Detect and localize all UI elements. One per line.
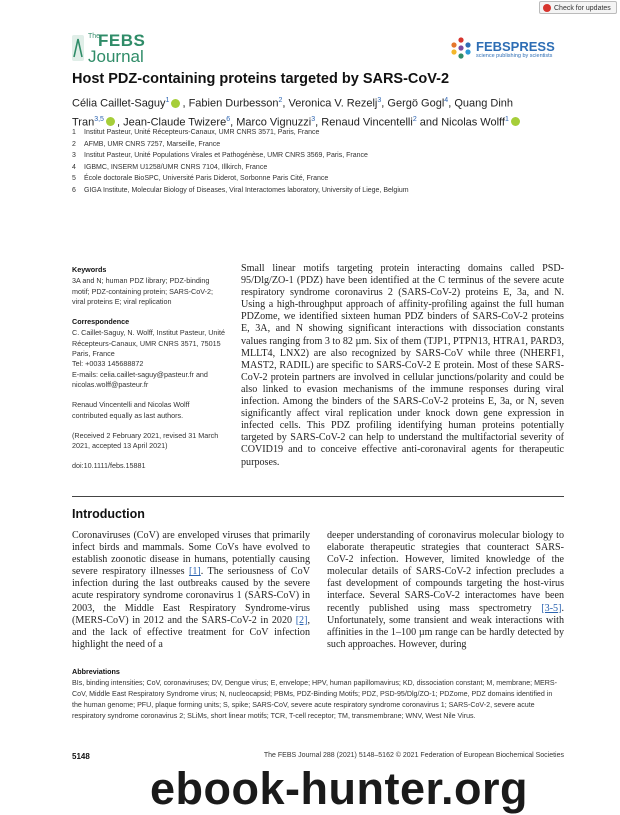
citation-link[interactable]: [2] — [295, 614, 308, 626]
citation-link[interactable]: [1] — [189, 566, 201, 578]
author-name: Fabien Durbesson — [188, 97, 279, 110]
doi-link[interactable]: doi:10.1111/febs.15881 — [72, 461, 146, 471]
affiliation-text: Institut Pasteur, Unité Populations Virales et Pathogénèse, UMR CNRS 3569, Paris, France — [84, 152, 368, 159]
author-name: Célia Caillet-Saguy — [72, 97, 166, 110]
correspondence-tel: Tel: +0033 145688872 — [72, 359, 144, 369]
affiliation-item — [72, 139, 552, 151]
author-name: Gergö Gogl — [387, 97, 445, 110]
author-separator: , — [381, 97, 388, 110]
keywords-text: 3A and N; human PDZ library; PDZ-binding motif; PDZ-containing protein; SARS-CoV-2; viral proteins E; viral replication — [72, 276, 214, 306]
orcid-icon[interactable] — [511, 117, 520, 126]
section-divider — [72, 496, 564, 497]
footer-citation: The FEBS Journal 288 (2021) 5148–5162 © 2021 Federation of European Biochemical Societies — [263, 752, 564, 759]
affiliation-text: Institut Pasteur, Unité Récepteurs-Canaux, UMR CNRS 3571, Paris, France — [84, 129, 320, 136]
correspondence-address: C. Caillet-Saguy, N. Wolff, Institut Pasteur, Unité Récepteurs-Canaux, UMR CNRS 3571, 75015 Paris, France — [72, 328, 225, 359]
author-separator: , — [116, 116, 124, 129]
author-separator: , — [448, 97, 455, 110]
author-affiliation-marker: 3 — [377, 97, 382, 104]
affiliation-text: AFMB, UMR CNRS 7257, Marseille, France — [84, 140, 221, 148]
author-name: Quang Dinh Tran — [72, 97, 514, 129]
author-name: Renaud Vincentelli — [321, 116, 413, 129]
affiliation-item — [72, 150, 552, 162]
author-separator: , — [282, 97, 289, 110]
affiliation-item — [72, 162, 552, 174]
journal-logo-journal: Journal — [88, 47, 144, 66]
febs-press-dots-icon — [449, 36, 473, 60]
author-name: Nicolas Wolff — [441, 116, 505, 129]
affiliation-number: 4 — [72, 163, 76, 171]
author-name: Marco Vignuzzi — [236, 116, 312, 129]
author-affiliation-marker: 3 — [311, 115, 316, 123]
author-name: Jean-Claude Twizere — [123, 116, 227, 129]
affiliation-number: 1 — [72, 129, 76, 136]
introduction-right-column — [327, 530, 564, 651]
affiliation-number: 2 — [72, 140, 76, 148]
intro-left-text-c: , and the lack of effective treatment for CoV infection highlight the need of a — [72, 614, 310, 650]
affiliation-item — [72, 185, 552, 197]
author-affiliation-marker: 2 — [412, 115, 417, 123]
introduction-left-column — [72, 530, 310, 651]
febs-press-logo — [449, 36, 584, 66]
febs-press-tagline: science publishing by scientists — [476, 53, 553, 59]
author-affiliation-marker: 4 — [444, 97, 449, 104]
correspondence-heading: Correspondence — [72, 317, 130, 327]
watermark-text: ebook-hunter.org — [150, 763, 528, 814]
keywords-heading: Keywords — [72, 265, 107, 274]
author-name: Veronica V. Rezelj — [288, 97, 378, 110]
received-history: (Received 2 February 2021, revised 31 March 2021, accepted 13 April 2021) — [72, 430, 219, 451]
abbreviations-text: BIs, binding intensities; CoV, coronaviruses; DV, Dengue virus; E, envelope; HPV, human papillomavirus; KD, dissociation constant; M, membrane; MERS-CoV, Middle East Respiratory Syndrome virus; N, nucleocapsid; PBMs, PDZ-Binding Motifs; PDZ, PSD-95/Dlg/ZO-1; PDZome, PDZ domains identified in the human genome; PFU, plaque forming units; S, spike; SARS-CoV, severe acute respiratory syndrome coronavirus 1; SARS-CoV-2, severe acute respiratory syndrome coronavirus 2; SLiMs, short linear motifs; TCR, T-cell receptor; TM, transmembrane; WNV, West Nile Virus. — [72, 679, 557, 720]
affiliation-item — [72, 173, 552, 185]
article-title: Host PDZ-containing proteins targeted by SARS-CoV-2 — [72, 71, 450, 87]
author-affiliation-marker: 3,5 — [94, 115, 104, 123]
abstract-text: Small linear motifs targeting protein interacting domains called PSD-95/Dlg/ZO-1 (PDZ) have been identified at the C terminus of the severe acute respiratory syndrome coronavirus 2 (SARS-CoV-2) proteins E, 3a, and N. Using a high-throughput approach of affinity-profiling against the full human PDZome, we identified sixteen human PDZ binders of SARS-CoV-2 proteins E, 3A, and N showing significant interactions with dissociation constants values ranging from 3 to 82 µm. Six of them (TJP1, PTPN13, HTRA1, PARD3, MLLT4, LNX2) are also recognized by SARS-CoV while three (NHERF1, MAST2, RADIL) are specific to SARS-CoV-2 E protein. Most of these SARS-CoV-2 protein partners are involved in cellular junctions/polarity and could be also linked to evasion mechanisms of the immune responses during viral infection. Among the binders of the SARS-CoV-2 proteins E, 3a, or N, seven significantly affect viral replication under knock down gene expression in infected cells. This PDZ profiling identifying human proteins potentially targeted by SARS-CoV-2 can help to understand the multifactorial severity of COVID19 and to conceive effective anti-coronaviral agents for therapeutic purposes. — [241, 263, 564, 468]
affiliation-list — [72, 127, 552, 196]
author-separator: , — [315, 116, 322, 129]
affiliation-number: 3 — [72, 152, 76, 159]
correspondence-emails[interactable]: E-mails: celia.caillet-saguy@pasteur.fr and nicolas.wolff@pasteur.fr — [72, 369, 208, 389]
febs-journal-mark-icon — [72, 35, 84, 61]
page-number: 5148 — [72, 752, 90, 761]
affiliation-item — [72, 127, 552, 139]
crossmark-icon — [543, 4, 551, 12]
journal-logo-the: The — [88, 33, 101, 40]
contribution-note: Renaud Vincentelli and Nicolas Wolff contributed equally as last authors. — [72, 400, 190, 420]
orcid-icon[interactable] — [106, 117, 115, 126]
author-list — [72, 93, 542, 130]
affiliation-number: 6 — [72, 186, 76, 194]
orcid-icon[interactable] — [171, 99, 180, 108]
author-separator: and — [416, 116, 442, 129]
febs-journal-logo — [72, 31, 164, 69]
article-info-sidebar — [72, 265, 227, 472]
journal-logo-febs: FEBS — [98, 31, 146, 50]
check-for-updates-label: Check for updates — [554, 5, 611, 12]
author-affiliation-marker: 2 — [278, 97, 283, 104]
affiliation-number: 5 — [72, 175, 76, 182]
author-affiliation-marker: 1 — [165, 97, 170, 104]
check-for-updates-button[interactable] — [539, 1, 617, 14]
introduction-heading: Introduction — [72, 507, 145, 521]
author-affiliation-marker: 6 — [226, 115, 231, 123]
affiliation-text: École doctorale BioSPC, Université Paris Diderot, Sorbonne Paris Cité, France — [84, 175, 329, 182]
intro-left-text-b: . The seriousness of CoV infection during the last outbreaks caused by the severe acute respiratory syndrome coronavirus 1 (SARS-CoV) in 2003, the Middle East Respiratory Syndrome-virus (MERS-CoV) in 2012 and the SARS-CoV-2 in 2020 — [72, 566, 310, 626]
author-separator: , — [230, 116, 237, 129]
intro-right-text-b: . Unfortunately, some transient and weak interactions with affinities in the 1–100 µm range can be hardly detected by such approaches. However, during — [327, 602, 564, 650]
intro-right-text-a: deeper understanding of coronavirus molecular biology to elaborate therapeutic strategies that counteract SARS-CoV-2 infection. However, limited knowledge of the molecular details of SARS-CoV-2 infection precludes a fast development of compounds targeting the host-virus interface. Several SARS-CoV-2 interactomes have been recently published using mass spectrometry — [327, 530, 564, 614]
affiliation-text: IGBMC, INSERM U1258/UMR CNRS 7104, Illkirch, France — [84, 163, 268, 171]
febs-press-name: FEBSPRESS — [476, 39, 555, 54]
abbreviations-heading: Abbreviations — [72, 667, 120, 676]
citation-link[interactable]: [3-5] — [541, 602, 562, 614]
author-separator: , — [182, 97, 189, 110]
intro-left-text-a: Coronaviruses (CoV) are enveloped viruses that primarily infect birds and mammals. Some CoVs have evolved to establish zoonotic disease in humans, potentially causing severe respiratory illnesses — [72, 530, 310, 578]
affiliation-text: GIGA Institute, Molecular Biology of Diseases, Viral Interactomes laboratory, University of Liege, Belgium — [84, 186, 409, 194]
author-affiliation-marker: 1 — [504, 115, 509, 123]
